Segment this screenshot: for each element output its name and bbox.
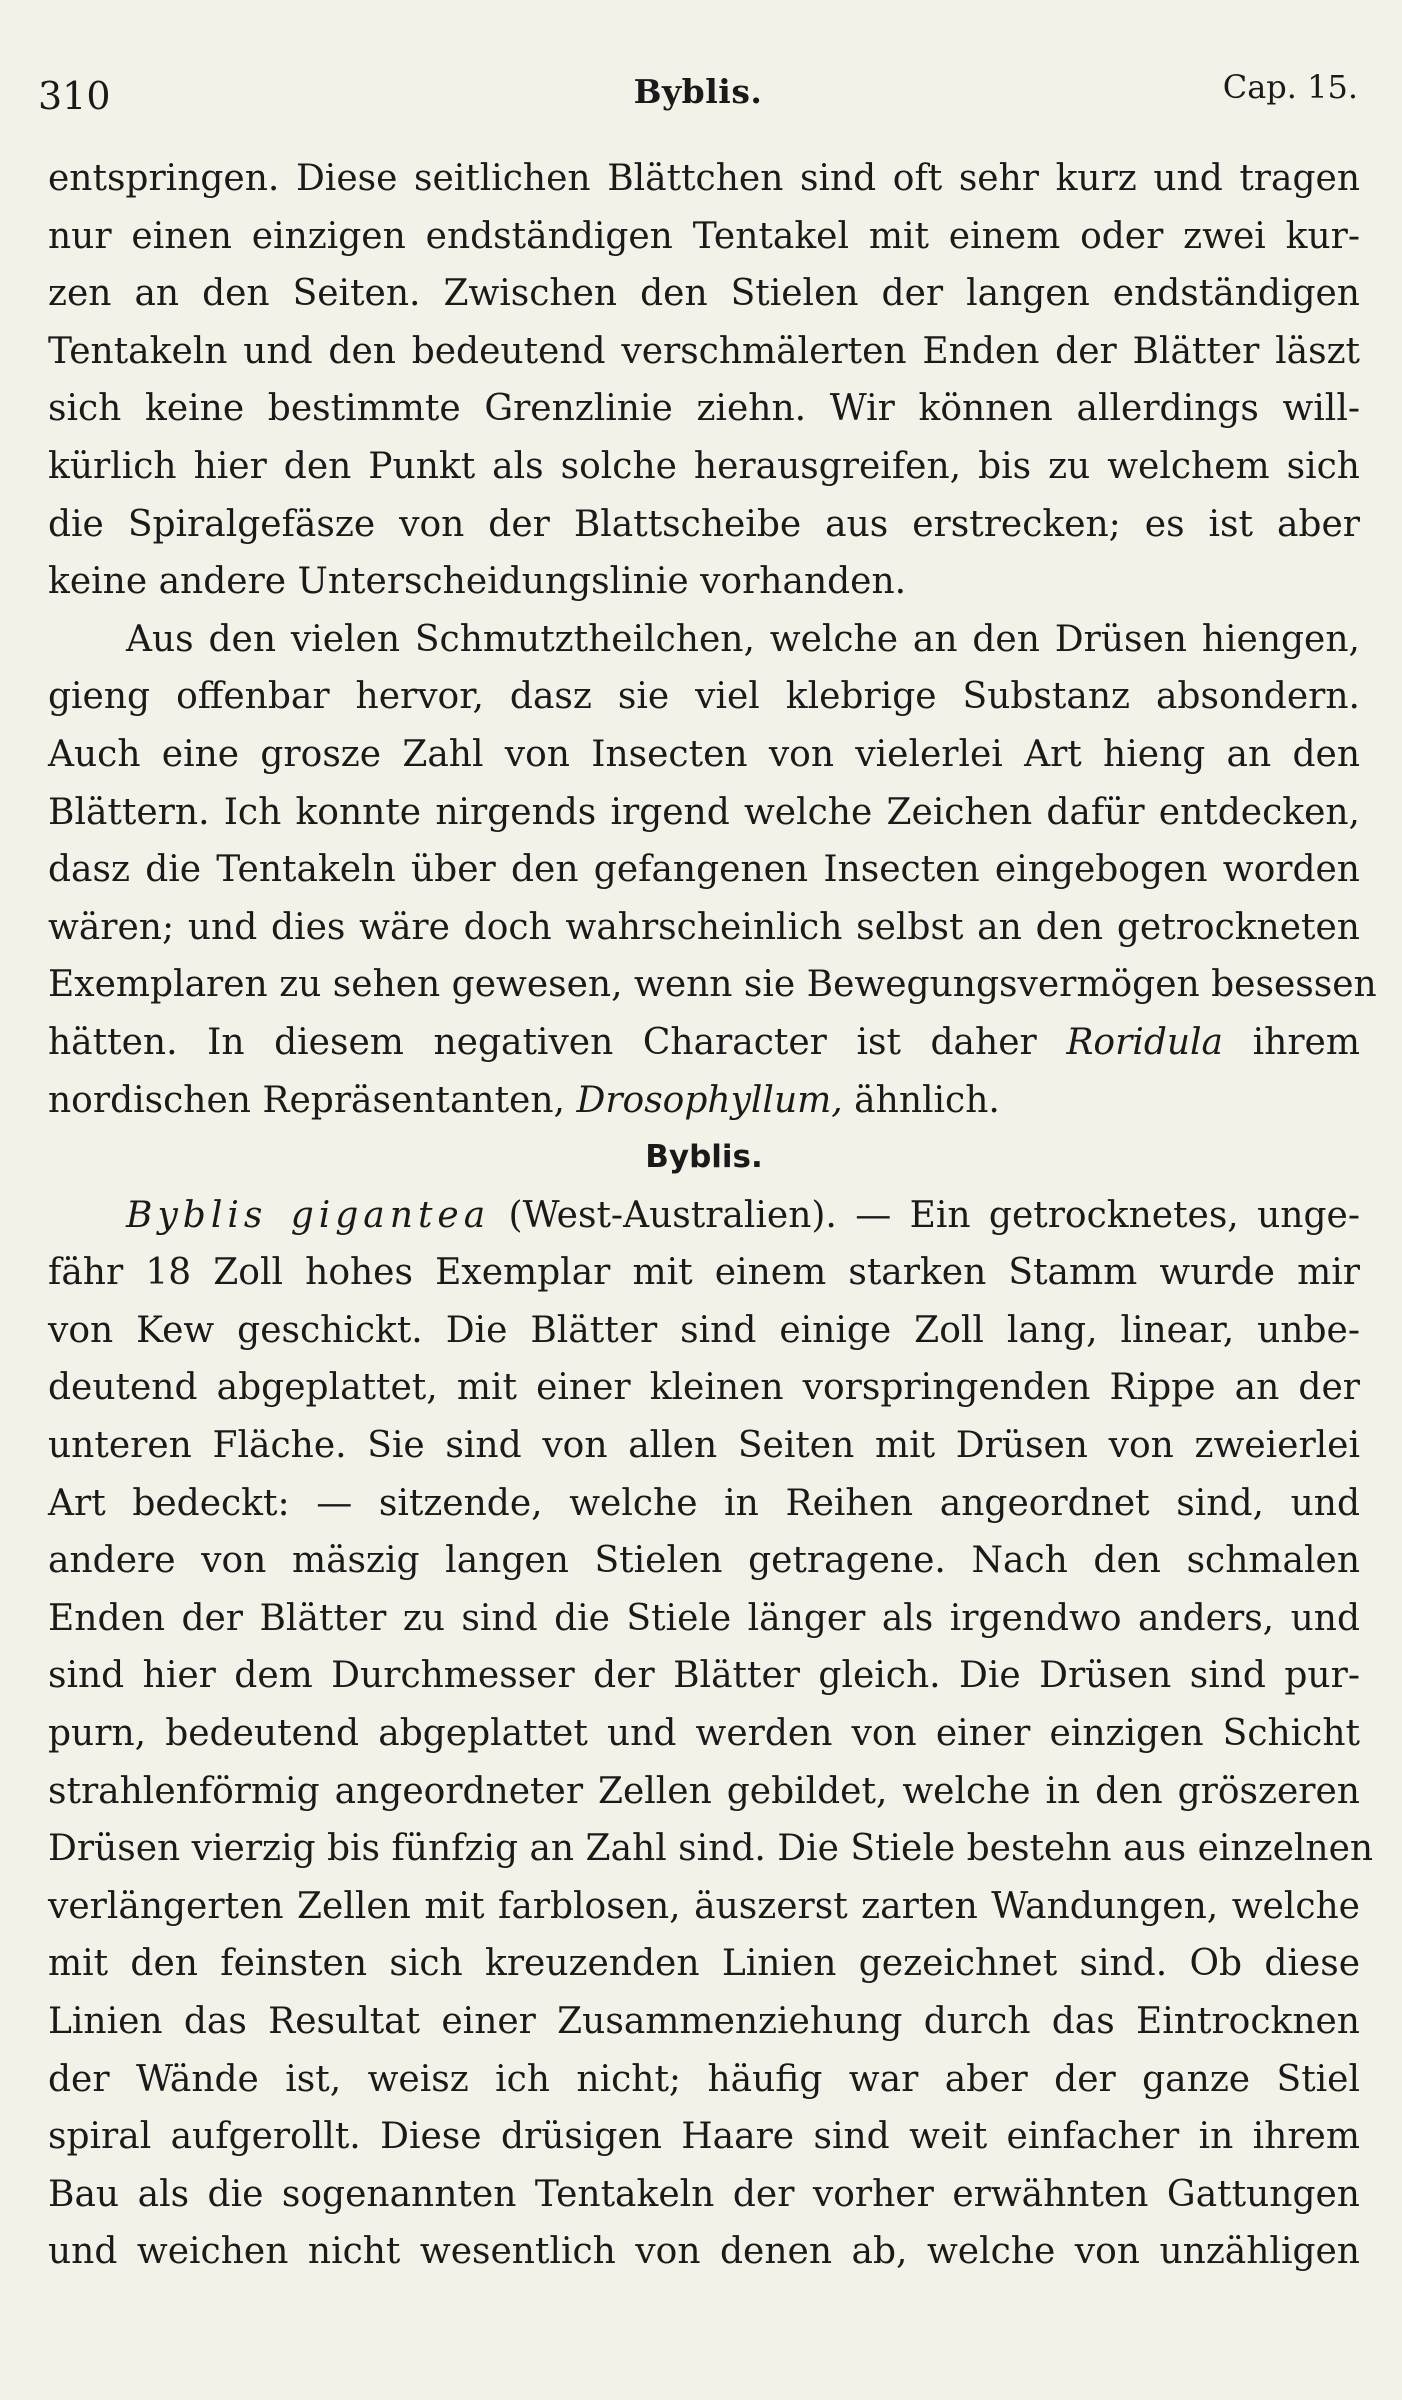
text-fragment: hätten. In diesem negativen Character ist daher bbox=[48, 1021, 1037, 1063]
text-line: sind hier dem Durchmesser der Blätter gleich. Die Drüsen sind pur- bbox=[48, 1655, 1360, 1697]
section-heading: Byblis. bbox=[645, 1139, 763, 1176]
body-text bbox=[48, 150, 1377, 2281]
text-line: fähr 18 Zoll hohes Exemplar mit einem starken Stamm wurde mir bbox=[48, 1252, 1360, 1294]
text-line: unteren Fläche. Sie sind von allen Seiten mit Drüsen von zweierlei bbox=[48, 1425, 1360, 1467]
text-fragment: (West-Australien). — Ein getrocknetes, unge- bbox=[508, 1194, 1360, 1236]
italic-term: Drosophyllum, bbox=[576, 1079, 843, 1121]
text-line bbox=[48, 1187, 1360, 1245]
italic-term: Roridula bbox=[1066, 1021, 1224, 1063]
text-line: spiral aufgerollt. Diese drüsigen Haare sind weit einfacher in ihrem bbox=[48, 2116, 1360, 2158]
text-line: deutend abgeplattet, mit einer kleinen vorspringenden Rippe an der bbox=[48, 1367, 1360, 1409]
text-line: Drüsen vierzig bis fünfzig an Zahl sind. Die Stiele bestehn aus einzelnen bbox=[48, 1828, 1374, 1870]
text-line: Art bedeckt: — sitzende, welche in Reihen angeordnet sind, und bbox=[48, 1482, 1360, 1524]
text-line: Aus den vielen Schmutztheilchen, welche an den Drüsen hiengen, bbox=[126, 618, 1360, 660]
text-line: Enden der Blätter zu sind die Stiele länger als irgendwo anders, und bbox=[48, 1597, 1360, 1639]
text-fragment: ähnlich. bbox=[854, 1079, 1000, 1121]
text-line: zen an den Seiten. Zwischen den Stielen der langen endständigen bbox=[48, 273, 1360, 315]
text-line: und weichen nicht wesentlich von denen ab, welche von unzähligen bbox=[48, 2231, 1360, 2273]
text-line: Auch eine grosze Zahl von Insecten von vielerlei Art hieng an den bbox=[48, 733, 1360, 775]
text-line: gieng offenbar hervor, dasz sie viel klebrige Substanz absondern. bbox=[48, 676, 1360, 718]
text-line: keine andere Unterscheidungslinie vorhanden. bbox=[48, 561, 907, 603]
text-line: strahlenförmig angeordneter Zellen gebildet, welche in den gröszeren bbox=[48, 1770, 1360, 1812]
text-line: andere von mäszig langen Stielen getragene. Nach den schmalen bbox=[48, 1540, 1360, 1582]
text-line bbox=[48, 1014, 1360, 1072]
text-line: Bau als die sogenannten Tentakeln der vorher erwähnten Gattungen bbox=[48, 2173, 1360, 2215]
page-number: 310 bbox=[38, 74, 111, 118]
running-title: Byblis. bbox=[633, 72, 763, 111]
text-line: verlängerten Zellen mit farblosen, äuszerst zarten Wandungen, welche bbox=[48, 1885, 1360, 1927]
text-line: mit den feinsten sich kreuzenden Linien gezeichnet sind. Ob diese bbox=[48, 1943, 1360, 1985]
text-line: der Wände ist, weisz ich nicht; häufig war aber der ganze Stiel bbox=[48, 2058, 1360, 2100]
text-line: sich keine bestimmte Grenzlinie ziehn. Wir können allerdings will- bbox=[48, 388, 1360, 430]
text-line: nur einen einzigen endständigen Tentakel mit einem oder zwei kur- bbox=[48, 215, 1360, 257]
text-line: entspringen. Diese seitlichen Blättchen sind oft sehr kurz und tragen bbox=[48, 158, 1360, 199]
page-header bbox=[38, 68, 1358, 128]
text-line: von Kew geschickt. Die Blätter sind einige Zoll lang, linear, unbe- bbox=[48, 1309, 1360, 1351]
text-line: purn, bedeutend abgeplattet und werden von einer einzigen Schicht bbox=[48, 1713, 1360, 1755]
text-line: die Spiralgefäsze von der Blattscheibe aus erstrecken; es ist aber bbox=[48, 503, 1360, 545]
text-line bbox=[48, 1072, 1360, 1130]
text-line: dasz die Tentakeln über den gefangenen Insecten eingebogen worden bbox=[48, 849, 1360, 891]
text-line: wären; und dies wäre doch wahrscheinlich selbst an den getrockneten bbox=[48, 906, 1360, 948]
text-line: Exemplaren zu sehen gewesen, wenn sie Bewegungsvermögen besessen bbox=[48, 964, 1377, 1006]
chapter-label: Cap. 15. bbox=[1222, 68, 1358, 106]
text-line: Tentakeln und den bedeutend verschmälerten Enden der Blätter läszt bbox=[48, 330, 1360, 372]
text-line: Linien das Resultat einer Zusammenziehung durch das Eintrocknen bbox=[48, 2001, 1360, 2042]
text-fragment: ihrem bbox=[1252, 1021, 1360, 1063]
text-line: kürlich hier den Punkt als solche herausgreifen, bis zu welchem sich bbox=[48, 445, 1360, 487]
text-line: Blättern. Ich konnte nirgends irgend welche Zeichen dafür entdecken, bbox=[48, 791, 1360, 833]
species-name: Byblis gigantea bbox=[126, 1194, 491, 1236]
text-fragment: nordischen Repräsentanten, bbox=[48, 1079, 565, 1121]
